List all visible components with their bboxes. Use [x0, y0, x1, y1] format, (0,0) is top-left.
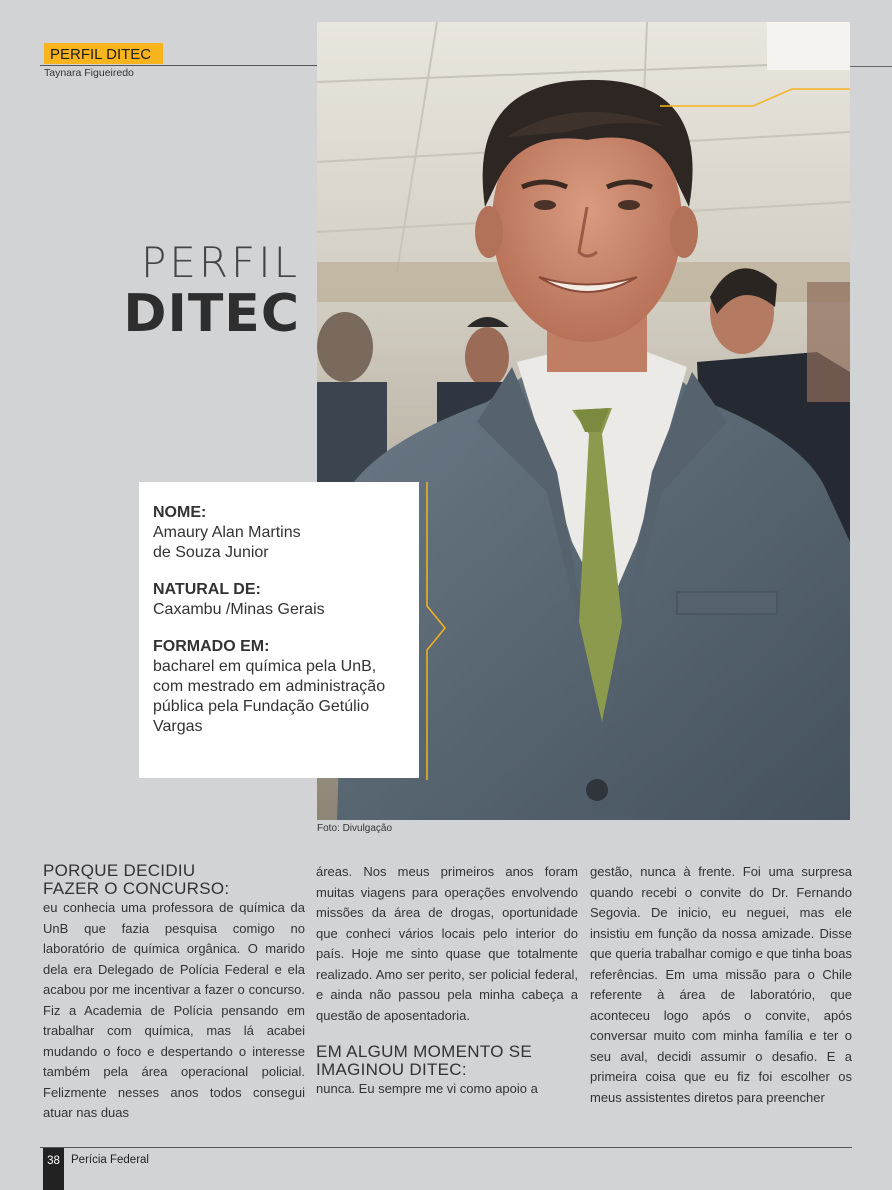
answer-paragraph-2: nunca. Eu sempre me vi como apoio a — [316, 1081, 538, 1096]
footer-rule — [40, 1147, 852, 1148]
title-line-2: DITEC — [123, 284, 300, 344]
author-byline: Taynara Figueiredo — [44, 67, 134, 79]
article-column-2 — [316, 862, 578, 1100]
name-group — [153, 503, 405, 563]
accent-bracket-icon — [415, 482, 449, 780]
name-value: Amaury Alan Martins de Souza Junior — [153, 524, 301, 561]
profile-box — [139, 482, 419, 778]
article-column-3 — [590, 862, 852, 1108]
education-group — [153, 637, 405, 737]
name-label: NOME: — [153, 504, 207, 521]
education-label: FORMADO EM: — [153, 638, 270, 655]
education-value: bacharel em química pela UnB, com mestrado em administração pública pela Fundação Getúlio Vargas — [153, 658, 386, 735]
origin-value: Caxambu /Minas Gerais — [153, 601, 325, 618]
question-heading-1: PORQUE DECIDIU FAZER O CONCURSO: — [43, 861, 230, 898]
answer-paragraph-1-continued: áreas. Nos meus primeiros anos foram muitas viagens para operações envolvendo missões da área de drogas, oportunidade que conheci vários locais pelo interior do país. Hoje me sinto quase que totalmente realizado. Amo ser perito, ser policial federal, e ainda não passou pela minha cabeça a questão de aposentadoria. — [316, 864, 578, 1023]
article-column-1 — [43, 862, 305, 1124]
origin-group — [153, 580, 405, 620]
question-heading-2: EM ALGUM MOMENTO SE IMAGINOU DITEC: — [316, 1042, 533, 1079]
header-rule — [40, 65, 320, 66]
photo-credit: Foto: Divulgação — [317, 823, 393, 834]
publication-name: Perícia Federal — [71, 1154, 149, 1166]
answer-paragraph-2-continued: gestão, nunca à frente. Foi uma surpresa quando recebi o convite do Dr. Fernando Segovia. De inicio, eu neguei, mas ele insistiu em função da nossa amizade. Disse que queria trabalhar comigo e que tinha boas referências. Em uma missão para o Chile referente à área de laboratório, que aconteceu logo após o convite, após conversar muito com minha família e ter o seu aval, decidi assumir o desafio. E a primeira coisa que eu fiz foi escolher os meus assistentes diretos para preencher — [590, 864, 852, 1105]
title-line-1: PERFIL — [141, 238, 300, 287]
origin-label: NATURAL DE: — [153, 581, 261, 598]
answer-paragraph-1: eu conhecia uma professora de química da UnB que fazia pesquisa comigo no laboratório de química orgânica. O marido dela era Delegado de Polícia Federal e ela acabou por me incentivar a fazer o concurso. Fiz a Academia de Polícia pensando em trabalhar com química, mas lá acabei mudando o foco e despertando o interesse também pela área operacional policial. Felizmente nesses anos todos consegui atuar nas duas — [43, 900, 305, 1120]
page-number: 38 — [43, 1148, 64, 1190]
header-rule-right — [850, 66, 892, 67]
section-tag: PERFIL DITEC — [44, 43, 163, 64]
page-title — [123, 240, 300, 342]
